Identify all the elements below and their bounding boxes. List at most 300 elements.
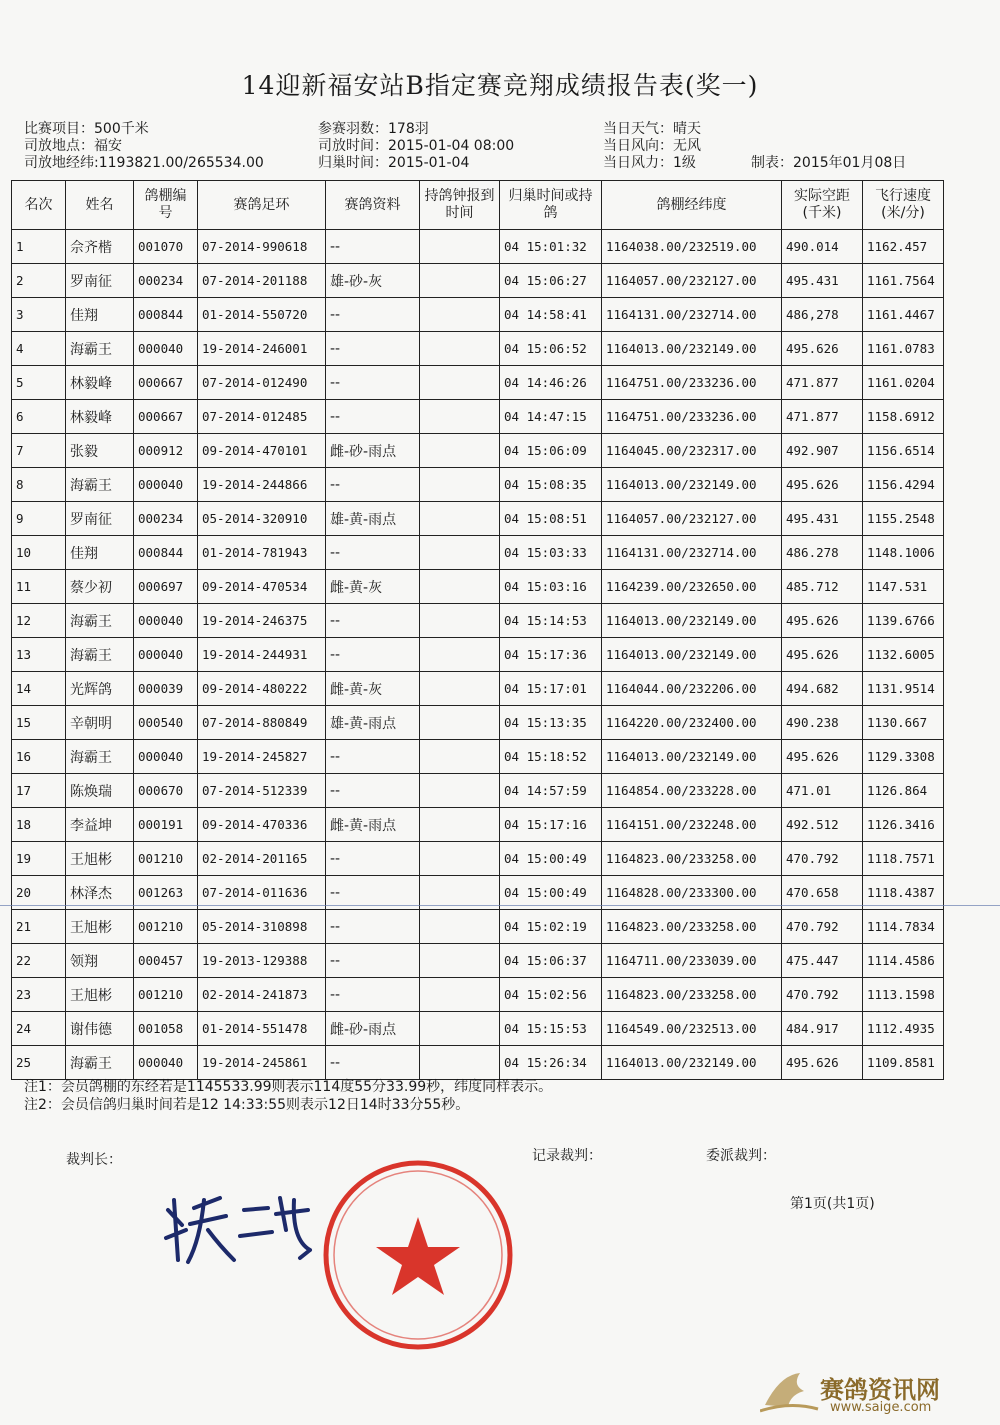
cell-bird-info: -- (326, 638, 420, 672)
cell-bird-info: -- (326, 468, 420, 502)
table-row (12, 1012, 944, 1046)
cell-clock-time (420, 1012, 500, 1046)
cell-bird-info: -- (326, 740, 420, 774)
page-indicator: 第1页(共1页) (790, 1196, 875, 1212)
cell-clock-time (420, 400, 500, 434)
handwritten-signature (160, 1180, 320, 1270)
cell-speed: 1114.7834 (863, 910, 944, 944)
cell-ring: 07-2014-012490 (198, 366, 326, 400)
cell-clock-time (420, 434, 500, 468)
cell-ring: 09-2014-470534 (198, 570, 326, 604)
cell-rank: 25 (12, 1046, 66, 1080)
cell-return-time: 04 14:58:41 (500, 298, 602, 332)
header-ring: 赛鸽足环 (198, 181, 326, 230)
cell-rank: 11 (12, 570, 66, 604)
meta-column-3 (603, 121, 701, 172)
cell-speed: 1129.3308 (863, 740, 944, 774)
cell-rank: 10 (12, 536, 66, 570)
cell-bird-info: 雄-黄-雨点 (326, 706, 420, 740)
cell-speed: 1155.2548 (863, 502, 944, 536)
cell-speed: 1131.9514 (863, 672, 944, 706)
cell-distance: 470.792 (782, 842, 863, 876)
table-row (12, 604, 944, 638)
watermark-logo-icon (760, 1365, 820, 1415)
header-name: 姓名 (66, 181, 134, 230)
cell-clock-time (420, 502, 500, 536)
cell-speed: 1114.4586 (863, 944, 944, 978)
table-row (12, 264, 944, 298)
cell-distance: 495.626 (782, 468, 863, 502)
cell-clock-time (420, 944, 500, 978)
cell-rank: 24 (12, 1012, 66, 1046)
cell-name: 辛朝明 (66, 706, 134, 740)
table-row (12, 638, 944, 672)
cell-loft-id: 000844 (134, 298, 198, 332)
cell-speed: 1162.457 (863, 230, 944, 264)
table-row (12, 978, 944, 1012)
cell-distance: 485.712 (782, 570, 863, 604)
cell-speed: 1156.4294 (863, 468, 944, 502)
cell-name: 佳翔 (66, 298, 134, 332)
cell-ring: 02-2014-201165 (198, 842, 326, 876)
cell-rank: 5 (12, 366, 66, 400)
cell-ring: 09-2014-480222 (198, 672, 326, 706)
header-distance: 实际空距(千米) (782, 181, 863, 230)
cell-return-time: 04 15:17:36 (500, 638, 602, 672)
table-row (12, 910, 944, 944)
cell-return-time: 04 15:08:51 (500, 502, 602, 536)
cell-return-time: 04 15:13:35 (500, 706, 602, 740)
cell-rank: 4 (12, 332, 66, 366)
cell-clock-time (420, 740, 500, 774)
cell-ring: 09-2014-470101 (198, 434, 326, 468)
cell-bird-info: -- (326, 1046, 420, 1080)
assigned-referee-label: 委派裁判： (706, 1148, 776, 1164)
cell-distance: 495.431 (782, 502, 863, 536)
cell-distance: 471.01 (782, 774, 863, 808)
cell-return-time: 04 15:03:33 (500, 536, 602, 570)
report-title: 14迎新福安站B指定赛竞翔成绩报告表(奖一) (241, 71, 759, 100)
cell-loft-coords: 1164057.00/232127.00 (602, 264, 782, 298)
table-row (12, 1046, 944, 1080)
cell-name: 蔡少初 (66, 570, 134, 604)
cell-return-time: 04 15:06:37 (500, 944, 602, 978)
cell-name: 罗南征 (66, 502, 134, 536)
cell-return-time: 04 15:08:35 (500, 468, 602, 502)
table-row (12, 740, 944, 774)
cell-speed: 1158.6912 (863, 400, 944, 434)
cell-loft-coords: 1164013.00/232149.00 (602, 638, 782, 672)
weather: 当日天气：晴天 (603, 121, 701, 137)
cell-loft-coords: 1164549.00/232513.00 (602, 1012, 782, 1046)
cell-clock-time (420, 298, 500, 332)
cell-rank: 2 (12, 264, 66, 298)
cell-loft-coords: 1164239.00/232650.00 (602, 570, 782, 604)
cell-speed: 1161.7564 (863, 264, 944, 298)
cell-loft-coords: 1164711.00/233039.00 (602, 944, 782, 978)
cell-loft-id: 000697 (134, 570, 198, 604)
cell-bird-info: -- (326, 604, 420, 638)
cell-loft-id: 000670 (134, 774, 198, 808)
cell-distance: 494.682 (782, 672, 863, 706)
cell-clock-time (420, 774, 500, 808)
cell-rank: 6 (12, 400, 66, 434)
cell-distance: 495.626 (782, 1046, 863, 1080)
cell-loft-id: 001210 (134, 910, 198, 944)
cell-ring: 05-2014-320910 (198, 502, 326, 536)
cell-loft-id: 000039 (134, 672, 198, 706)
cell-distance: 495.626 (782, 740, 863, 774)
cell-ring: 02-2014-241873 (198, 978, 326, 1012)
watermark-brand: 赛鸽资讯网 (820, 1376, 940, 1404)
cell-rank: 19 (12, 842, 66, 876)
cell-return-time: 04 15:06:52 (500, 332, 602, 366)
cell-name: 海霸王 (66, 604, 134, 638)
cell-distance: 470.658 (782, 876, 863, 910)
cell-return-time: 04 15:02:19 (500, 910, 602, 944)
cell-loft-id: 000234 (134, 264, 198, 298)
cell-speed: 1126.864 (863, 774, 944, 808)
table-row (12, 808, 944, 842)
cell-clock-time (420, 842, 500, 876)
cell-loft-coords: 1164013.00/232149.00 (602, 332, 782, 366)
cell-speed: 1156.6514 (863, 434, 944, 468)
cell-distance: 490.238 (782, 706, 863, 740)
cell-distance: 495.626 (782, 638, 863, 672)
cell-return-time: 04 15:26:34 (500, 1046, 602, 1080)
header-return-time: 归巢时间或持鸽 (500, 181, 602, 230)
table-row (12, 434, 944, 468)
table-row (12, 298, 944, 332)
cell-loft-coords: 1164823.00/233258.00 (602, 842, 782, 876)
race-distance: 比赛项目：500千米 (24, 121, 149, 137)
cell-clock-time (420, 910, 500, 944)
made-date: 制表：2015年01月08日 (751, 155, 907, 171)
cell-loft-coords: 1164013.00/232149.00 (602, 604, 782, 638)
cell-bird-info: -- (326, 910, 420, 944)
cell-clock-time (420, 808, 500, 842)
cell-name: 海霸王 (66, 638, 134, 672)
cell-distance: 475.447 (782, 944, 863, 978)
cell-return-time: 04 15:02:56 (500, 978, 602, 1012)
cell-loft-id: 000667 (134, 366, 198, 400)
cell-loft-id: 001058 (134, 1012, 198, 1046)
cell-loft-coords: 1164131.00/232714.00 (602, 536, 782, 570)
cell-return-time: 04 15:00:49 (500, 876, 602, 910)
cell-distance: 486,278 (782, 298, 863, 332)
cell-speed: 1161.4467 (863, 298, 944, 332)
cell-rank: 8 (12, 468, 66, 502)
cell-ring: 19-2014-245827 (198, 740, 326, 774)
release-coordinates: 司放地经纬:1193821.00/265534.00 (24, 155, 264, 171)
cell-rank: 3 (12, 298, 66, 332)
cell-clock-time (420, 706, 500, 740)
results-table (11, 180, 944, 1080)
cell-loft-coords: 1164854.00/233228.00 (602, 774, 782, 808)
cell-bird-info: -- (326, 978, 420, 1012)
cell-name: 海霸王 (66, 468, 134, 502)
cell-loft-id: 000040 (134, 332, 198, 366)
cell-loft-coords: 1164057.00/232127.00 (602, 502, 782, 536)
cell-distance: 490.014 (782, 230, 863, 264)
cell-speed: 1109.8581 (863, 1046, 944, 1080)
cell-return-time: 04 15:00:49 (500, 842, 602, 876)
cell-distance: 470.792 (782, 978, 863, 1012)
cell-ring: 01-2014-550720 (198, 298, 326, 332)
cell-loft-coords: 1164751.00/233236.00 (602, 366, 782, 400)
cell-return-time: 04 15:03:16 (500, 570, 602, 604)
cell-return-time: 04 15:18:52 (500, 740, 602, 774)
return-date: 归巢时间：2015-01-04 (318, 155, 470, 171)
cell-loft-id: 001070 (134, 230, 198, 264)
cell-clock-time (420, 264, 500, 298)
scan-line (0, 905, 1000, 906)
cell-rank: 17 (12, 774, 66, 808)
table-header-row (12, 181, 944, 230)
cell-clock-time (420, 536, 500, 570)
cell-rank: 1 (12, 230, 66, 264)
cell-loft-coords: 1164823.00/233258.00 (602, 978, 782, 1012)
cell-name: 林毅峰 (66, 400, 134, 434)
table-row (12, 400, 944, 434)
cell-name: 光辉鸽 (66, 672, 134, 706)
table-row (12, 706, 944, 740)
cell-rank: 21 (12, 910, 66, 944)
cell-loft-id: 000040 (134, 740, 198, 774)
cell-clock-time (420, 332, 500, 366)
header-clock-time: 持鸽钟报到时间 (420, 181, 500, 230)
cell-return-time: 04 15:06:27 (500, 264, 602, 298)
cell-rank: 12 (12, 604, 66, 638)
cell-loft-id: 001210 (134, 978, 198, 1012)
cell-loft-coords: 1164751.00/233236.00 (602, 400, 782, 434)
cell-bird-info: -- (326, 842, 420, 876)
cell-loft-coords: 1164044.00/232206.00 (602, 672, 782, 706)
cell-distance: 495.626 (782, 604, 863, 638)
table-row (12, 468, 944, 502)
cell-distance: 486.278 (782, 536, 863, 570)
cell-name: 王旭彬 (66, 910, 134, 944)
cell-speed: 1130.667 (863, 706, 944, 740)
meta-column-2 (318, 121, 514, 172)
cell-loft-id: 000040 (134, 468, 198, 502)
cell-speed: 1112.4935 (863, 1012, 944, 1046)
cell-loft-id: 000540 (134, 706, 198, 740)
cell-rank: 20 (12, 876, 66, 910)
table-row (12, 366, 944, 400)
cell-ring: 19-2014-244866 (198, 468, 326, 502)
cell-ring: 07-2014-512339 (198, 774, 326, 808)
cell-ring: 07-2014-201188 (198, 264, 326, 298)
cell-loft-id: 000040 (134, 604, 198, 638)
cell-speed: 1113.1598 (863, 978, 944, 1012)
cell-name: 佘齐楷 (66, 230, 134, 264)
cell-distance: 495.431 (782, 264, 863, 298)
cell-name: 领翔 (66, 944, 134, 978)
cell-name: 佳翔 (66, 536, 134, 570)
official-seal (318, 1155, 518, 1355)
table-row (12, 570, 944, 604)
cell-clock-time (420, 638, 500, 672)
cell-ring: 19-2014-246001 (198, 332, 326, 366)
cell-ring: 07-2014-990618 (198, 230, 326, 264)
cell-bird-info: -- (326, 230, 420, 264)
table-row (12, 774, 944, 808)
cell-loft-id: 001210 (134, 842, 198, 876)
cell-return-time: 04 14:47:15 (500, 400, 602, 434)
cell-rank: 9 (12, 502, 66, 536)
cell-distance: 492.512 (782, 808, 863, 842)
cell-bird-info: 雌-砂-雨点 (326, 1012, 420, 1046)
cell-loft-coords: 1164038.00/232519.00 (602, 230, 782, 264)
cell-bird-info: 雌-黄-雨点 (326, 808, 420, 842)
cell-rank: 22 (12, 944, 66, 978)
cell-distance: 492.907 (782, 434, 863, 468)
meta-column-1 (24, 121, 264, 172)
cell-ring: 19-2014-246375 (198, 604, 326, 638)
cell-bird-info: 雄-黄-雨点 (326, 502, 420, 536)
chief-referee-label: 裁判长： (66, 1152, 122, 1168)
cell-name: 罗南征 (66, 264, 134, 298)
cell-loft-coords: 1164045.00/232317.00 (602, 434, 782, 468)
cell-ring: 05-2014-310898 (198, 910, 326, 944)
cell-rank: 14 (12, 672, 66, 706)
cell-return-time: 04 14:57:59 (500, 774, 602, 808)
cell-loft-id: 000191 (134, 808, 198, 842)
cell-clock-time (420, 978, 500, 1012)
cell-bird-info: 雌-黄-灰 (326, 570, 420, 604)
cell-loft-id: 000457 (134, 944, 198, 978)
cell-ring: 19-2014-244931 (198, 638, 326, 672)
cell-ring: 19-2014-245861 (198, 1046, 326, 1080)
cell-bird-info: 雄-砂-灰 (326, 264, 420, 298)
cell-bird-info: -- (326, 400, 420, 434)
header-speed: 飞行速度(米/分) (863, 181, 944, 230)
cell-bird-info: 雌-黄-灰 (326, 672, 420, 706)
cell-loft-id: 000912 (134, 434, 198, 468)
cell-return-time: 04 15:14:53 (500, 604, 602, 638)
cell-rank: 15 (12, 706, 66, 740)
wind-force: 当日风力：1级 (603, 155, 696, 171)
cell-loft-coords: 1164013.00/232149.00 (602, 468, 782, 502)
cell-ring: 07-2014-012485 (198, 400, 326, 434)
cell-bird-info: -- (326, 332, 420, 366)
header-loft-coords: 鸽棚经纬度 (602, 181, 782, 230)
cell-return-time: 04 15:17:16 (500, 808, 602, 842)
table-row (12, 842, 944, 876)
cell-loft-id: 000234 (134, 502, 198, 536)
cell-distance: 471.877 (782, 366, 863, 400)
cell-clock-time (420, 366, 500, 400)
cell-clock-time (420, 1046, 500, 1080)
cell-ring: 01-2014-781943 (198, 536, 326, 570)
cell-rank: 16 (12, 740, 66, 774)
cell-name: 谢伟德 (66, 1012, 134, 1046)
cell-ring: 07-2014-880849 (198, 706, 326, 740)
wind-direction: 当日风向：无风 (603, 138, 701, 154)
recorder-referee-label: 记录裁判： (532, 1148, 602, 1164)
cell-return-time: 04 15:01:32 (500, 230, 602, 264)
cell-clock-time (420, 604, 500, 638)
cell-speed: 1161.0204 (863, 366, 944, 400)
cell-bird-info: -- (326, 876, 420, 910)
cell-loft-coords: 1164013.00/232149.00 (602, 1046, 782, 1080)
cell-rank: 7 (12, 434, 66, 468)
header-bird-info: 赛鸽资料 (326, 181, 420, 230)
cell-return-time: 04 14:46:26 (500, 366, 602, 400)
table-row (12, 332, 944, 366)
cell-bird-info: -- (326, 944, 420, 978)
cell-distance: 484.917 (782, 1012, 863, 1046)
cell-loft-id: 000844 (134, 536, 198, 570)
cell-loft-id: 000040 (134, 638, 198, 672)
cell-clock-time (420, 230, 500, 264)
table-row (12, 502, 944, 536)
cell-name: 林泽杰 (66, 876, 134, 910)
note-1: 注1：会员鸽棚的东经若是1145533.99则表示114度55分33.99秒，纬度同样表示。 (24, 1079, 553, 1095)
cell-clock-time (420, 570, 500, 604)
table-row (12, 536, 944, 570)
cell-speed: 1139.6766 (863, 604, 944, 638)
table-row (12, 230, 944, 264)
cell-speed: 1148.1006 (863, 536, 944, 570)
cell-bird-info: 雌-砂-雨点 (326, 434, 420, 468)
cell-name: 林毅峰 (66, 366, 134, 400)
cell-name: 海霸王 (66, 1046, 134, 1080)
cell-ring: 19-2013-129388 (198, 944, 326, 978)
entry-count: 参赛羽数：178羽 (318, 121, 429, 137)
cell-speed: 1118.4387 (863, 876, 944, 910)
cell-loft-coords: 1164151.00/232248.00 (602, 808, 782, 842)
header-loft-id: 鸽棚编号 (134, 181, 198, 230)
cell-name: 海霸王 (66, 740, 134, 774)
cell-distance: 470.792 (782, 910, 863, 944)
cell-bird-info: -- (326, 366, 420, 400)
cell-bird-info: -- (326, 536, 420, 570)
cell-loft-id: 001263 (134, 876, 198, 910)
cell-ring: 07-2014-011636 (198, 876, 326, 910)
cell-speed: 1118.7571 (863, 842, 944, 876)
watermark-url: www.saige.com (830, 1400, 932, 1415)
cell-speed: 1147.531 (863, 570, 944, 604)
release-time: 司放时间：2015-01-04 08:00 (318, 138, 515, 154)
cell-clock-time (420, 672, 500, 706)
note-2: 注2：会员信鸽归巢时间若是12 14:33:55则表示12日14时33分55秒。 (24, 1097, 470, 1113)
cell-ring: 09-2014-470336 (198, 808, 326, 842)
cell-distance: 471.877 (782, 400, 863, 434)
cell-clock-time (420, 468, 500, 502)
cell-loft-coords: 1164828.00/233300.00 (602, 876, 782, 910)
cell-name: 海霸王 (66, 332, 134, 366)
cell-loft-coords: 1164823.00/233258.00 (602, 910, 782, 944)
cell-name: 陈焕瑞 (66, 774, 134, 808)
cell-speed: 1132.6005 (863, 638, 944, 672)
cell-loft-id: 000040 (134, 1046, 198, 1080)
cell-name: 张毅 (66, 434, 134, 468)
table-row (12, 944, 944, 978)
header-rank: 名次 (12, 181, 66, 230)
cell-name: 王旭彬 (66, 842, 134, 876)
cell-loft-id: 000667 (134, 400, 198, 434)
cell-return-time: 04 15:17:01 (500, 672, 602, 706)
cell-name: 王旭彬 (66, 978, 134, 1012)
release-location: 司放地点：福安 (24, 138, 122, 154)
cell-loft-coords: 1164131.00/232714.00 (602, 298, 782, 332)
table-row (12, 672, 944, 706)
cell-return-time: 04 15:06:09 (500, 434, 602, 468)
cell-rank: 13 (12, 638, 66, 672)
cell-bird-info: -- (326, 774, 420, 808)
